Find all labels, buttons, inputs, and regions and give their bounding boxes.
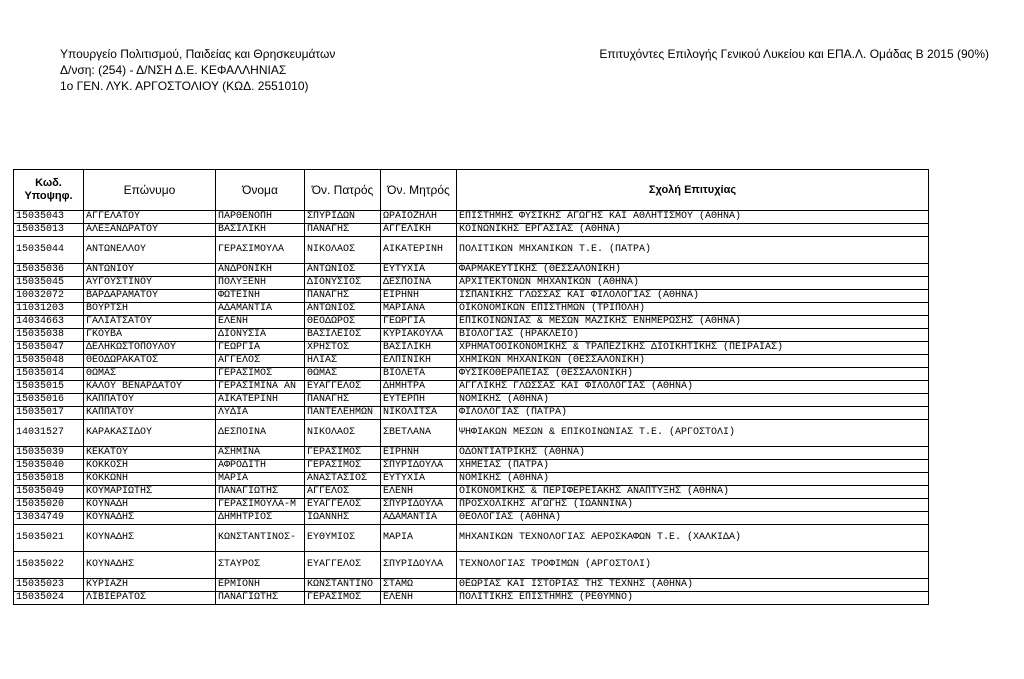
cell-surname: ΑΝΤΩΝΕΛΛΟΥ <box>84 237 216 264</box>
cell-surname: ΒΑΡΔΑΡΑΜΑΤΟΥ <box>84 290 216 303</box>
cell-name: ΔΗΜΗΤΡΙΟΣ <box>216 512 305 525</box>
table-row <box>14 342 929 355</box>
cell-school: ΝΟΜΙΚΗΣ (ΑΘΗΝΑ) <box>457 473 929 486</box>
cell-code: 15035036 <box>14 264 84 277</box>
cell-code: 15035043 <box>14 211 84 224</box>
cell-code: 15035022 <box>14 552 84 579</box>
cell-mother-name: ΕΛΕΝΗ <box>381 592 457 605</box>
cell-father-name: ΘΕΟΔΩΡΟΣ <box>305 316 381 329</box>
table-row <box>14 447 929 460</box>
table-row <box>14 316 929 329</box>
table-row <box>14 329 929 342</box>
cell-name: ΓΕΡΑΣΙΜΟΣ <box>216 368 305 381</box>
cell-surname: ΚΑΠΠΑΤΟΥ <box>84 394 216 407</box>
cell-name: ΠΑΝΑΓΙΩΤΗΣ <box>216 486 305 499</box>
cell-school: ΦΑΡΜΑΚΕΥΤΙΚΗΣ (ΘΕΣΣΑΛΟΝΙΚΗ) <box>457 264 929 277</box>
column-header-father: Όν. Πατρός <box>305 170 381 211</box>
cell-school: ΠΡΟΣΧΟΛΙΚΗΣ ΑΓΩΓΗΣ (ΙΩΑΝΝΙΝΑ) <box>457 499 929 512</box>
table-row <box>14 420 929 447</box>
cell-code: 15035044 <box>14 237 84 264</box>
cell-mother-name: ΣΠΥΡΙΔΟΥΛΑ <box>381 552 457 579</box>
cell-school: ΠΟΛΙΤΙΚΗΣ ΕΠΙΣΤΗΜΗΣ (ΡΕΘΥΜΝΟ) <box>457 592 929 605</box>
cell-father-name: ΠΑΝΑΓΗΣ <box>305 394 381 407</box>
cell-father-name: ΒΑΣΙΛΕΙΟΣ <box>305 329 381 342</box>
cell-mother-name: ΜΑΡΙΑ <box>381 525 457 552</box>
cell-code: 11031203 <box>14 303 84 316</box>
cell-school: ΦΙΛΟΛΟΓΙΑΣ (ΠΑΤΡΑ) <box>457 407 929 420</box>
cell-surname: ΓΚΟΥΒΑ <box>84 329 216 342</box>
cell-surname: ΓΑΛΙΑΤΣΑΤΟΥ <box>84 316 216 329</box>
table-row <box>14 407 929 420</box>
directorate-line: Δ/νση: (254) - Δ/ΝΣΗ Δ.Ε. ΚΕΦΑΛΛΗΝΙΑΣ <box>60 63 287 77</box>
cell-code: 15035014 <box>14 368 84 381</box>
cell-school: ΚΟΙΝΩΝΙΚΗΣ ΕΡΓΑΣΙΑΣ (ΑΘΗΝΑ) <box>457 224 929 237</box>
cell-code: 15035013 <box>14 224 84 237</box>
table-row <box>14 264 929 277</box>
cell-mother-name: ΕΛΕΝΗ <box>381 486 457 499</box>
cell-name: ΑΓΓΕΛΟΣ <box>216 355 305 368</box>
table-header-row <box>14 170 929 211</box>
cell-name: ΑΦΡΟΔΙΤΗ <box>216 460 305 473</box>
cell-surname: ΑΛΕΞΑΝΔΡΑΤΟΥ <box>84 224 216 237</box>
column-header-name: Όνομα <box>216 170 305 211</box>
cell-name: ΑΝΔΡΟΝΙΚΗ <box>216 264 305 277</box>
cell-school: ΑΓΓΛΙΚΗΣ ΓΛΩΣΣΑΣ ΚΑΙ ΦΙΛΟΛΟΓΙΑΣ (ΑΘΗΝΑ) <box>457 381 929 394</box>
cell-father-name: ΓΕΡΑΣΙΜΟΣ <box>305 447 381 460</box>
cell-father-name: ΑΝΑΣΤΑΣΙΟΣ <box>305 473 381 486</box>
cell-father-name: ΕΥΑΓΓΕΛΟΣ <box>305 552 381 579</box>
cell-mother-name: ΓΕΩΡΓΙΑ <box>381 316 457 329</box>
cell-father-name: ΑΓΓΕΛΟΣ <box>305 486 381 499</box>
school-line: 1ο ΓΕΝ. ΛΥΚ. ΑΡΓΟΣΤΟΛΙΟΥ (ΚΩΔ. 2551010) <box>60 79 309 93</box>
cell-father-name: ΕΥΑΓΓΕΛΟΣ <box>305 499 381 512</box>
cell-father-name: ΠΑΝΤΕΛΕΗΜΩΝ <box>305 407 381 420</box>
ministry-line: Υπουργείο Πολιτισμού, Παιδείας και Θρησκευμάτων <box>60 47 336 61</box>
cell-surname: ΚΟΥΝΑΔΗΣ <box>84 552 216 579</box>
cell-school: ΟΙΚΟΝΟΜΙΚΩΝ ΕΠΙΣΤΗΜΩΝ (ΤΡΙΠΟΛΗ) <box>457 303 929 316</box>
cell-mother-name: ΕΥΤΥΧΙΑ <box>381 473 457 486</box>
cell-school: ΧΗΜΙΚΩΝ ΜΗΧΑΝΙΚΩΝ (ΘΕΣΣΑΛΟΝΙΚΗ) <box>457 355 929 368</box>
cell-father-name: ΙΩΑΝΝΗΣ <box>305 512 381 525</box>
cell-code: 15035015 <box>14 381 84 394</box>
cell-school: ΘΕΟΛΟΓΙΑΣ (ΑΘΗΝΑ) <box>457 512 929 525</box>
cell-mother-name: ΣΠΥΡΙΔΟΥΛΑ <box>381 460 457 473</box>
cell-surname: ΔΕΛΗΚΩΣΤΟΠΟΥΛΟΥ <box>84 342 216 355</box>
cell-surname: ΚΕΚΑΤΟΥ <box>84 447 216 460</box>
cell-name: ΕΛΕΝΗ <box>216 316 305 329</box>
table-row <box>14 486 929 499</box>
cell-mother-name: ΑΔΑΜΑΝΤΙΑ <box>381 512 457 525</box>
cell-surname: ΛΙΒΙΕΡΑΤΟΣ <box>84 592 216 605</box>
cell-name: ΠΟΛΥΞΕΝΗ <box>216 277 305 290</box>
cell-mother-name: ΜΑΡΙΑΝΑ <box>381 303 457 316</box>
column-header-school: Σχολή Επιτυχίας <box>457 170 929 211</box>
cell-surname: ΚΑΡΑΚΑΣΙΔΟΥ <box>84 420 216 447</box>
cell-name: ΓΕΡΑΣΙΜΟΥΛΑ-Μ <box>216 499 305 512</box>
table-row <box>14 499 929 512</box>
cell-school: ΘΕΩΡΙΑΣ ΚΑΙ ΙΣΤΟΡΙΑΣ ΤΗΣ ΤΕΧΝΗΣ (ΑΘΗΝΑ) <box>457 579 929 592</box>
cell-name: ΔΙΟΝΥΣΙΑ <box>216 329 305 342</box>
cell-code: 15035048 <box>14 355 84 368</box>
cell-mother-name: ΣΒΕΤΛΑΝΑ <box>381 420 457 447</box>
cell-father-name: ΕΥΘΥΜΙΟΣ <box>305 525 381 552</box>
table-row <box>14 381 929 394</box>
cell-father-name: ΠΑΝΑΓΗΣ <box>305 224 381 237</box>
column-header-surname: Επώνυμο <box>84 170 216 211</box>
cell-school: ΕΠΙΚΟΙΝΩΝΙΑΣ & ΜΕΣΩΝ ΜΑΖΙΚΗΣ ΕΝΗΜΕΡΩΣΗΣ (ΑΘΗΝΑ) <box>457 316 929 329</box>
table-row <box>14 355 929 368</box>
cell-school: ΑΡΧΙΤΕΚΤΟΝΩΝ ΜΗΧΑΝΙΚΩΝ (ΑΘΗΝΑ) <box>457 277 929 290</box>
cell-name: ΑΔΑΜΑΝΤΙΑ <box>216 303 305 316</box>
document-title: Επιτυχόντες Επιλογής Γενικού Λυκείου και ΕΠΑ.Λ. Ομάδας Β 2015 (90%) <box>599 47 989 61</box>
cell-code: 13034749 <box>14 512 84 525</box>
table-row <box>14 473 929 486</box>
cell-surname: ΚΑΠΠΑΤΟΥ <box>84 407 216 420</box>
cell-mother-name: ΒΙΟΛΕΤΑ <box>381 368 457 381</box>
table-row <box>14 211 929 224</box>
cell-father-name: ΠΑΝΑΓΗΣ <box>305 290 381 303</box>
cell-surname: ΑΓΓΕΛΑΤΟΥ <box>84 211 216 224</box>
cell-school: ΕΠΙΣΤΗΜΗΣ ΦΥΣΙΚΗΣ ΑΓΩΓΗΣ ΚΑΙ ΑΘΛΗΤΙΣΜΟΥ (ΑΘΗΝΑ) <box>457 211 929 224</box>
cell-code: 15035023 <box>14 579 84 592</box>
cell-name: ΕΡΜΙΟΝΗ <box>216 579 305 592</box>
cell-name: ΑΙΚΑΤΕΡΙΝΗ <box>216 394 305 407</box>
cell-surname: ΑΥΓΟΥΣΤΙΝΟΥ <box>84 277 216 290</box>
cell-school: ΒΙΟΛΟΓΙΑΣ (ΗΡΑΚΛΕΙΟ) <box>457 329 929 342</box>
cell-code: 15035016 <box>14 394 84 407</box>
cell-father-name: ΘΩΜΑΣ <box>305 368 381 381</box>
cell-code: 15035039 <box>14 447 84 460</box>
table-row <box>14 237 929 264</box>
cell-name: ΠΑΝΑΓΙΩΤΗΣ <box>216 592 305 605</box>
cell-school: ΦΥΣΙΚΟΘΕΡΑΠΕΙΑΣ (ΘΕΣΣΑΛΟΝΙΚΗ) <box>457 368 929 381</box>
cell-father-name: ΑΝΤΩΝΙΟΣ <box>305 264 381 277</box>
cell-code: 14034663 <box>14 316 84 329</box>
table-row <box>14 394 929 407</box>
cell-code: 15035017 <box>14 407 84 420</box>
cell-surname: ΑΝΤΩΝΙΟΥ <box>84 264 216 277</box>
cell-name: ΠΑΡΘΕΝΟΠΗ <box>216 211 305 224</box>
cell-name: ΚΩΝΣΤΑΝΤΙΝΟΣ- <box>216 525 305 552</box>
cell-mother-name: ΝΙΚΟΛΙΤΣΑ <box>381 407 457 420</box>
cell-school: ΧΡΗΜΑΤΟΟΙΚΟΝΟΜΙΚΗΣ & ΤΡΑΠΕΖΙΚΗΣ ΔΙΟΙΚΗΤΙΚΗΣ (ΠΕΙΡΑΙΑΣ) <box>457 342 929 355</box>
cell-father-name: ΔΙΟΝΥΣΙΟΣ <box>305 277 381 290</box>
cell-surname: ΚΥΡΙΑΖΗ <box>84 579 216 592</box>
table-row <box>14 592 929 605</box>
cell-mother-name: ΕΙΡΗΝΗ <box>381 290 457 303</box>
cell-father-name: ΕΥΑΓΓΕΛΟΣ <box>305 381 381 394</box>
cell-surname: ΚΟΥΜΑΡΙΩΤΗΣ <box>84 486 216 499</box>
cell-mother-name: ΕΥΤΥΧΙΑ <box>381 264 457 277</box>
table-row <box>14 368 929 381</box>
table-row <box>14 579 929 592</box>
table-row <box>14 303 929 316</box>
cell-code: 15035040 <box>14 460 84 473</box>
cell-surname: ΘΩΜΑΣ <box>84 368 216 381</box>
cell-surname: ΘΕΟΔΩΡΑΚΑΤΟΣ <box>84 355 216 368</box>
cell-name: ΒΑΣΙΛΙΚΗ <box>216 224 305 237</box>
cell-mother-name: ΑΙΚΑΤΕΡΙΝΗ <box>381 237 457 264</box>
cell-name: ΛΥΔΙΑ <box>216 407 305 420</box>
cell-code: 15035024 <box>14 592 84 605</box>
cell-surname: ΚΑΛΟΥ ΒΕΝΑΡΔΑΤΟΥ <box>84 381 216 394</box>
cell-father-name: ΓΕΡΑΣΙΜΟΣ <box>305 460 381 473</box>
cell-code: 15035020 <box>14 499 84 512</box>
cell-mother-name: ΔΗΜΗΤΡΑ <box>381 381 457 394</box>
table-row <box>14 277 929 290</box>
cell-school: ΤΕΧΝΟΛΟΓΙΑΣ ΤΡΟΦΙΜΩΝ (ΑΡΓΟΣΤΟΛΙ) <box>457 552 929 579</box>
cell-mother-name: ΕΛΠΙΝΙΚΗ <box>381 355 457 368</box>
results-table <box>13 169 929 605</box>
cell-mother-name: ΕΙΡΗΝΗ <box>381 447 457 460</box>
cell-school: ΧΗΜΕΙΑΣ (ΠΑΤΡΑ) <box>457 460 929 473</box>
cell-father-name: ΝΙΚΟΛΑΟΣ <box>305 237 381 264</box>
cell-school: ΙΣΠΑΝΙΚΗΣ ΓΛΩΣΣΑΣ ΚΑΙ ΦΙΛΟΛΟΓΙΑΣ (ΑΘΗΝΑ) <box>457 290 929 303</box>
cell-mother-name: ΣΠΥΡΙΔΟΥΛΑ <box>381 499 457 512</box>
cell-mother-name: ΑΓΓΕΛΙΚΗ <box>381 224 457 237</box>
cell-mother-name: ΒΑΣΙΛΙΚΗ <box>381 342 457 355</box>
cell-name: ΓΕΡΑΣΙΜΟΥΛΑ <box>216 237 305 264</box>
cell-school: ΝΟΜΙΚΗΣ (ΑΘΗΝΑ) <box>457 394 929 407</box>
column-header-code: Κωδ. Υποψηφ. <box>14 170 84 211</box>
cell-code: 15035047 <box>14 342 84 355</box>
cell-mother-name: ΣΤΑΜΩ <box>381 579 457 592</box>
cell-school: ΜΗΧΑΝΙΚΩΝ ΤΕΧΝΟΛΟΓΙΑΣ ΑΕΡΟΣΚΑΦΩΝ Τ.Ε. (ΧΑΛΚΙΔΑ) <box>457 525 929 552</box>
table-row <box>14 512 929 525</box>
cell-name: ΓΕΩΡΓΙΑ <box>216 342 305 355</box>
cell-father-name: ΑΝΤΩΝΙΟΣ <box>305 303 381 316</box>
cell-name: ΜΑΡΙΑ <box>216 473 305 486</box>
cell-name: ΦΩΤΕΙΝΗ <box>216 290 305 303</box>
cell-mother-name: ΕΥΤΕΡΠΗ <box>381 394 457 407</box>
cell-code: 14031527 <box>14 420 84 447</box>
cell-father-name: ΧΡΗΣΤΟΣ <box>305 342 381 355</box>
cell-code: 10032072 <box>14 290 84 303</box>
cell-surname: ΚΟΚΚΟΣΗ <box>84 460 216 473</box>
table-body <box>14 211 929 605</box>
cell-code: 15035021 <box>14 525 84 552</box>
cell-mother-name: ΔΕΣΠΟΙΝΑ <box>381 277 457 290</box>
cell-surname: ΒΟΥΡΤΣΗ <box>84 303 216 316</box>
cell-name: ΑΣΗΜΙΝΑ <box>216 447 305 460</box>
cell-father-name: ΣΠΥΡΙΔΩΝ <box>305 211 381 224</box>
cell-father-name: ΝΙΚΟΛΑΟΣ <box>305 420 381 447</box>
table-row <box>14 552 929 579</box>
cell-surname: ΚΟΥΝΑΔΗ <box>84 499 216 512</box>
cell-name: ΣΤΑΥΡΟΣ <box>216 552 305 579</box>
table-row <box>14 460 929 473</box>
column-header-mother: Όν. Μητρός <box>381 170 457 211</box>
cell-code: 15035018 <box>14 473 84 486</box>
cell-father-name: ΓΕΡΑΣΙΜΟΣ <box>305 592 381 605</box>
cell-school: ΟΔΟΝΤΙΑΤΡΙΚΗΣ (ΑΘΗΝΑ) <box>457 447 929 460</box>
cell-name: ΓΕΡΑΣΙΜΙΝΑ ΑΝ <box>216 381 305 394</box>
table-row <box>14 525 929 552</box>
cell-school: ΠΟΛΙΤΙΚΩΝ ΜΗΧΑΝΙΚΩΝ Τ.Ε. (ΠΑΤΡΑ) <box>457 237 929 264</box>
cell-code: 15035049 <box>14 486 84 499</box>
cell-surname: ΚΟΥΝΑΔΗΣ <box>84 525 216 552</box>
cell-mother-name: ΩΡΑΙΟΖΗΛΗ <box>381 211 457 224</box>
cell-father-name: ΗΛΙΑΣ <box>305 355 381 368</box>
cell-mother-name: ΚΥΡΙΑΚΟΥΛΑ <box>381 329 457 342</box>
cell-father-name: ΚΩΝΣΤΑΝΤΙΝΟ <box>305 579 381 592</box>
table-row <box>14 290 929 303</box>
cell-code: 15035038 <box>14 329 84 342</box>
ministry-header <box>60 46 335 94</box>
cell-code: 15035045 <box>14 277 84 290</box>
cell-surname: ΚΟΚΚΩΝΗ <box>84 473 216 486</box>
cell-surname: ΚΟΥΝΑΔΗΣ <box>84 512 216 525</box>
table-row <box>14 224 929 237</box>
cell-name: ΔΕΣΠΟΙΝΑ <box>216 420 305 447</box>
cell-school: ΟΙΚΟΝΟΜΙΚΗΣ & ΠΕΡΙΦΕΡΕΙΑΚΗΣ ΑΝΑΠΤΥΞΗΣ (ΑΘΗΝΑ) <box>457 486 929 499</box>
cell-school: ΨΗΦΙΑΚΩΝ ΜΕΣΩΝ & ΕΠΙΚΟΙΝΩΝΙΑΣ Τ.Ε. (ΑΡΓΟΣΤΟΛΙ) <box>457 420 929 447</box>
